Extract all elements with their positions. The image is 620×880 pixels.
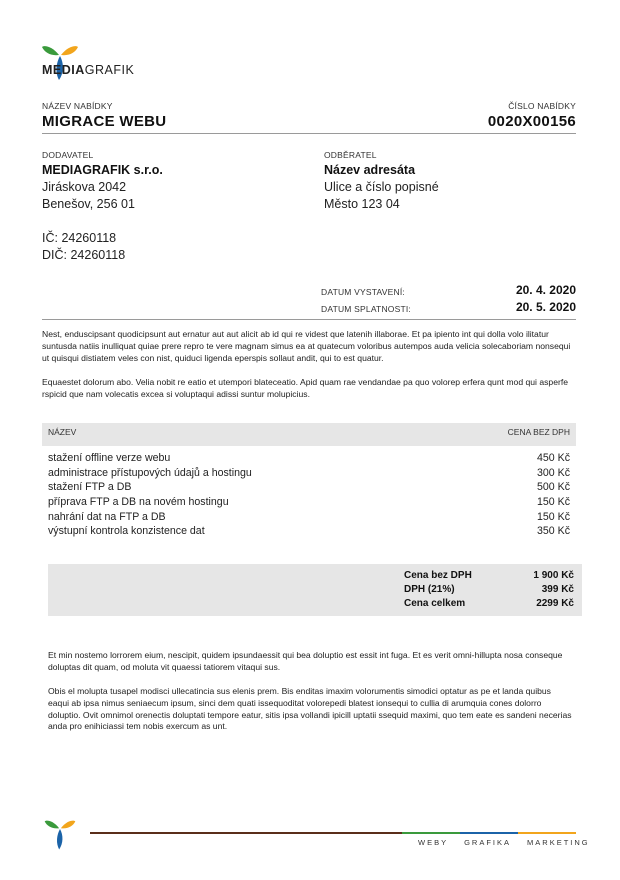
due-date: 20. 5. 2020 — [515, 300, 576, 314]
outro-paragraph-2: Obis el molupta tusapel modisci ullecatincia sus elenis prem. Bis enditas imaxim volorumentis simodici optatur as pe et landa quibus eaqui ab ipsa nimus seniaecum ipsum, sinci dem quati issequoditat volorepedi blatest ionsequi to cullia di arumquia cones dolorro doluptio. Ovit omnimol orenectis doluptati tempore eatur, sitis ipsa vollandi ipicill uptatii ssequid maximi, quo tem eate es sandeni necerias anda pro enihiciassi tem nobis exercum as unt. — [48, 686, 572, 732]
column-price-header: CENA BEZ DPH — [507, 427, 570, 437]
totals-box — [48, 564, 582, 616]
due-date-label: DATUM SPLATNOSTI: — [321, 304, 411, 314]
customer-street: Ulice a číslo popisné — [324, 180, 439, 194]
supplier-name: MEDIAGRAFIK s.r.o. — [42, 163, 163, 177]
offer-number-label: ČÍSLO NABÍDKY — [508, 101, 576, 111]
item-price: 350 Kč — [537, 525, 570, 538]
footer-tag-web: WEBY — [418, 838, 449, 847]
offer-number: 0020X00156 — [487, 113, 576, 130]
item-name: stažení offline verze webu — [48, 452, 171, 464]
item-price: 450 Kč — [537, 452, 570, 464]
offer-name: MIGRACE WEBU — [42, 113, 167, 130]
item-name: nahrání dat na FTP a DB — [48, 510, 166, 523]
table-row — [48, 467, 570, 482]
header-divider — [42, 133, 576, 134]
total-vat-value: 399 Kč — [541, 584, 574, 595]
intro-paragraph-1: Nest, enduscipsant quodicipsunt aut ernatur aut aut alicit ab id qui re videst que latenih illaborae. Et pa ipiento int qui dolla volo ilitatur suntusda natiis inulliquat quiae prere repro te vere magnam simus ea at quatecum voloribus autempos auda velicia solecaboriam nonsequi ut quisqui distiatem veles con nist, quiduci ligenda eperspis sollaut andit, qui to est quatur. — [42, 329, 571, 363]
total-net-row — [404, 570, 574, 584]
footer-tags — [418, 838, 590, 847]
total-vat-label: DPH (21%) — [404, 584, 455, 595]
table-row — [48, 496, 570, 511]
customer-label: ODBĚRATEL — [324, 150, 377, 160]
dates-divider — [42, 319, 576, 320]
footer-logo — [42, 818, 78, 852]
items-list — [48, 452, 570, 540]
issued-date: 20. 4. 2020 — [515, 283, 576, 297]
item-name: stažení FTP a DB — [48, 481, 132, 494]
logo-mark-icon — [42, 818, 78, 852]
table-row — [48, 452, 570, 467]
table-row — [48, 525, 570, 540]
total-grand-value: 2299 Kč — [536, 598, 574, 609]
footer-bar-blue — [460, 832, 518, 834]
intro-paragraph-2: Equaestet dolorum abo. Velia nobit re eatio et utempori blateceatio. Apid quam rae vendandae pa quo volorep erfera qunt mod qui asperfe rspicid que nam volecatis excea si voluptaqui adissi suntur molupicius. — [42, 377, 569, 399]
items-table-header — [42, 423, 576, 446]
column-name-header: NÁZEV — [48, 427, 77, 437]
table-row — [48, 511, 570, 526]
footer-bar-dark — [90, 832, 402, 834]
table-row — [48, 481, 570, 496]
issued-date-label: DATUM VYSTAVENÍ: — [321, 287, 405, 297]
supplier-street: Jiráskova 2042 — [42, 180, 127, 194]
item-name: výstupní kontrola konzistence dat — [48, 525, 205, 538]
footer-bar-green — [402, 832, 460, 834]
total-net-value: 1 900 Kč — [533, 570, 574, 581]
total-net-label: Cena bez DPH — [404, 570, 472, 581]
outro-paragraph-1: Et min nostemo lorrorem eium, nescipit, quidem ipsundaessit qui bea doluptio est essit int fuga. Et es verit omni-hillupta nosa conseque doluptas dit quam, od moluta vit quaessi tatiorem vitaqui sus. — [48, 650, 563, 672]
item-price: 300 Kč — [537, 466, 570, 479]
customer-city: Město 123 04 — [324, 197, 400, 211]
total-grand-row — [404, 598, 574, 612]
customer-name: Název adresáta — [324, 163, 416, 177]
item-price: 150 Kč — [537, 510, 570, 523]
supplier-city: Benešov, 256 01 — [42, 197, 135, 211]
total-vat-row — [404, 584, 574, 598]
footer-bar-orange — [518, 832, 576, 834]
item-price: 150 Kč — [537, 496, 570, 509]
brand-wordmark: MEDIAGRAFIK — [42, 63, 135, 77]
offer-name-label: NÁZEV NABÍDKY — [42, 101, 113, 111]
supplier-label: DODAVATEL — [42, 150, 94, 160]
item-name: příprava FTP a DB na novém hostingu — [48, 496, 229, 509]
footer-tag-graphics: GRAFIKA — [464, 838, 512, 847]
item-name: administrace přístupových údajů a hostingu — [48, 466, 252, 479]
supplier-ic: IČ: 24260118 — [42, 231, 117, 245]
footer-tag-marketing: MARKETING — [527, 838, 590, 847]
supplier-dic: DIČ: 24260118 — [42, 248, 126, 262]
item-price: 500 Kč — [537, 481, 570, 494]
total-grand-label: Cena celkem — [404, 598, 466, 609]
